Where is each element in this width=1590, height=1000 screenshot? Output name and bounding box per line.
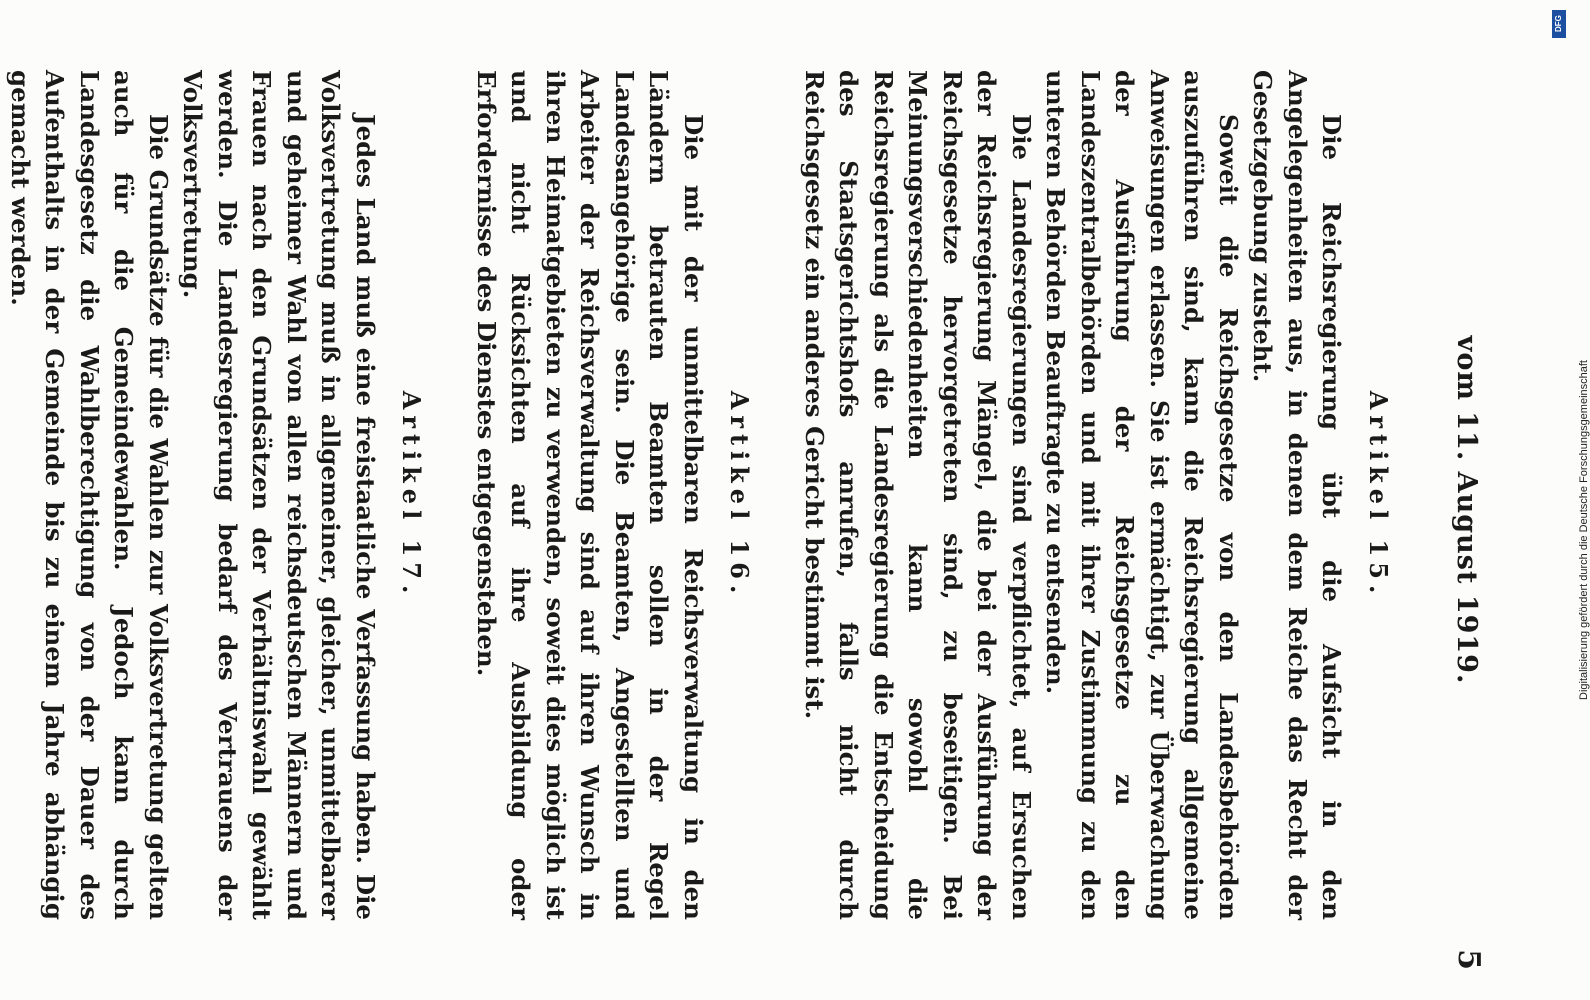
article-17: [3, 70, 429, 920]
digitization-note-text: Digitalisierung gefördert durch die Deutsche Forschungsgemeinschaft: [1578, 360, 1590, 700]
paragraph: Die mit der unmittelbaren Reichsverwaltung in den Ländern betrauten Beamten sollen in der Regel Landesangehörige sein. Die Beamten, Angestellten und Arbeiter der Reichsverwaltung sind auf ihren Wunsch in ihren Heimatgebieten zu verwenden, soweit dies möglich ist und nicht Rücksichten auf ihre Ausbildung oder Erfordernisse des Dienstes entgegenstehen.: [472, 70, 708, 920]
article-16: [469, 70, 757, 920]
document-body: [0, 70, 1395, 920]
article-title: Artikel 15.: [1364, 390, 1393, 600]
page-number: 5: [1451, 949, 1486, 970]
digitization-note: [1548, 10, 1590, 1000]
article-15: [797, 70, 1396, 920]
paragraph: Die Landesregierungen sind verpflichtet, auf Ersuchen der Reichsregierung Mängel, die bei der Ausführung der Reichsgesetze hervorgetreten sind, zu beseitigen. Bei Meinungsverschiedenheiten kann sowohl die Reichsregierung als die Landesregierung die Entscheidung des Staatsgerichtshofs anrufen, falls nicht durch Reichsgesetz ein anderes Gericht bestimmt ist.: [800, 70, 1036, 920]
article-title: Artikel 17.: [397, 390, 427, 600]
paragraph: Soweit die Reichsgesetze von den Landesbehörden auszuführen sind, kann die Reichsregierung allgemeine Anweisungen erlassen. Sie ist ermächtigt, zur Überwachung der Ausführung der Reichsgesetze zu den Landeszentralbehörden und mit ihrer Zustimmung zu den unteren Behörden Beauftragte zu entsenden.: [1041, 70, 1243, 920]
header-date: vom 11. August 1919.: [1451, 335, 1482, 685]
paragraph: Die Reichsregierung übt die Aufsicht in den Angelegenheiten aus, in denen dem Reiche das Recht der Gesetzgebung zusteht.: [1248, 70, 1347, 920]
dfg-logo-badge: DFG: [1552, 10, 1566, 38]
article-title: Artikel 16.: [725, 390, 755, 600]
paragraph: Die Grundsätze für die Wahlen zur Volksvertretung gelten auch für die Gemeindewahlen. Jedoch kann durch Landesgesetz die Wahlberechtigung von der Dauer des Aufenthalts in der Gemeinde bis zu einem Jahre abhängig gemacht werden.: [6, 70, 173, 920]
page-header: [1442, 60, 1486, 970]
paragraph: Jedes Land muß eine freistaatliche Verfassung haben. Die Volksvertretung muß in allgemeiner, gleicher, unmittelbarer und geheimer Wahl von allen reichsdeutschen Männern und Frauen nach den Grundsätzen der Verhältniswahl gewählt werden. Die Landesregierung bedarf des Vertrauens der Volksvertretung.: [178, 70, 380, 920]
